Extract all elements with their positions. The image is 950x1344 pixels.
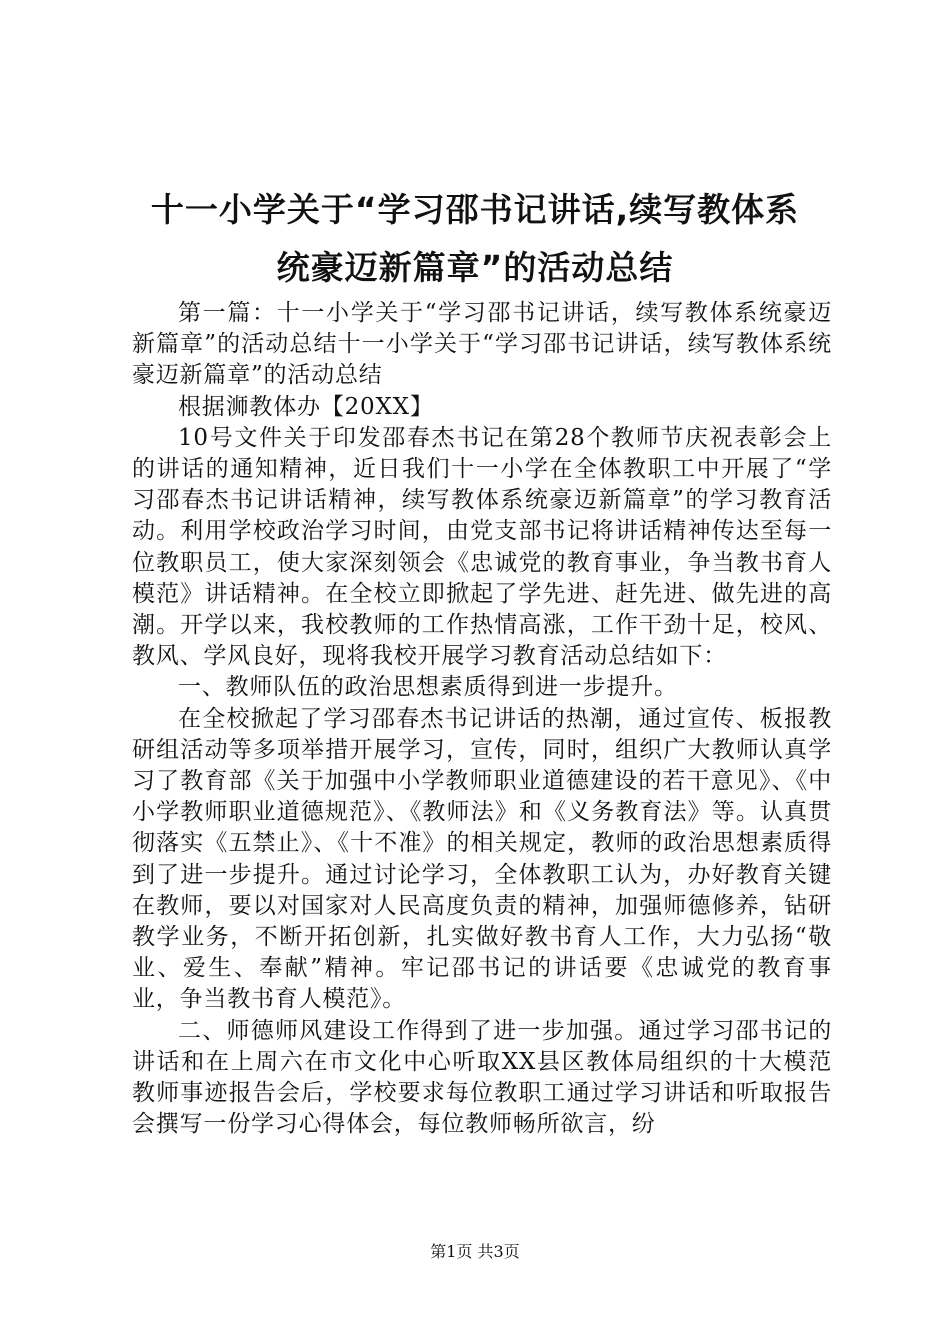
document-title-line-1: 十一小学关于“学习邵书记讲话,续写教体系 <box>150 190 800 229</box>
document-title-line-2: 统豪迈新篇章”的活动总结 <box>276 248 674 287</box>
paragraph-section-1-heading: 一、教师队伍的政治思想素质得到进一步提升。 <box>178 674 678 701</box>
paragraph-reference: 根据浉教体办【20XX】 <box>178 393 434 420</box>
paragraph-background: 10号文件关于印发邵春杰书记在第28个教师节庆祝表彰会上的讲话的通知精神，近日我们十一小学在全体教职工中开展了“学习邵春杰书记讲话精神，续写教体系统豪迈新篇章”的学习教育活动。利用学校政治学习时间，由党支部书记将讲话精神传达至每一位教职员工，使大家深刻领会《忠诚党的教育事业，争当教书育人模范》讲话精神。在全校立即掀起了学先进、赶先进、做先进的高潮。开学以来，我校教师的工作热情高涨，工作干劲十足，校风、教风、学风良好，现将我校开展学习教育活动总结如下： <box>132 424 832 670</box>
paragraph-intro: 第一篇：十一小学关于“学习邵书记讲话，续写教体系统豪迈新篇章”的活动总结十一小学关于“学习邵书记讲话，续写教体系统豪迈新篇章”的活动总结 <box>132 300 832 389</box>
paragraph-section-2: 二、师德师风建设工作得到了进一步加强。通过学习邵书记的讲话和在上周六在市文化中心听取XX县区教体局组织的十大模范教师事迹报告会后，学校要求每位教职工通过学习讲话和听取报告会撰写一份学习心得体会，每位教师畅所欲言，纷 <box>132 1017 832 1138</box>
document-body <box>132 298 832 1140</box>
paragraph-section-1-body: 在全校掀起了学习邵春杰书记讲话的热潮，通过宣传、板报教研组活动等多项举措开展学习，宣传，同时，组织广大教师认真学习了教育部《关于加强中小学教师职业道德建设的若干意见》、《中小学教师职业道德规范》、《教师法》和《义务教育法》等。认真贯彻落实《五禁止》、《十不准》的相关规定，教师的政治思想素质得到了进一步提升。通过讨论学习，全体教职工认为，办好教育关键在教师，要以对国家对人民高度负责的精神，加强师德修养，钻研教学业务，不断开拓创新，扎实做好教书育人工作，大力弘扬“敬业、爱生、奉献”精神。牢记邵书记的讲话要《忠诚党的教育事业，争当教书育人模范》。 <box>132 705 832 1013</box>
page-number-footer: 第1页 共3页 <box>430 1242 520 1261</box>
